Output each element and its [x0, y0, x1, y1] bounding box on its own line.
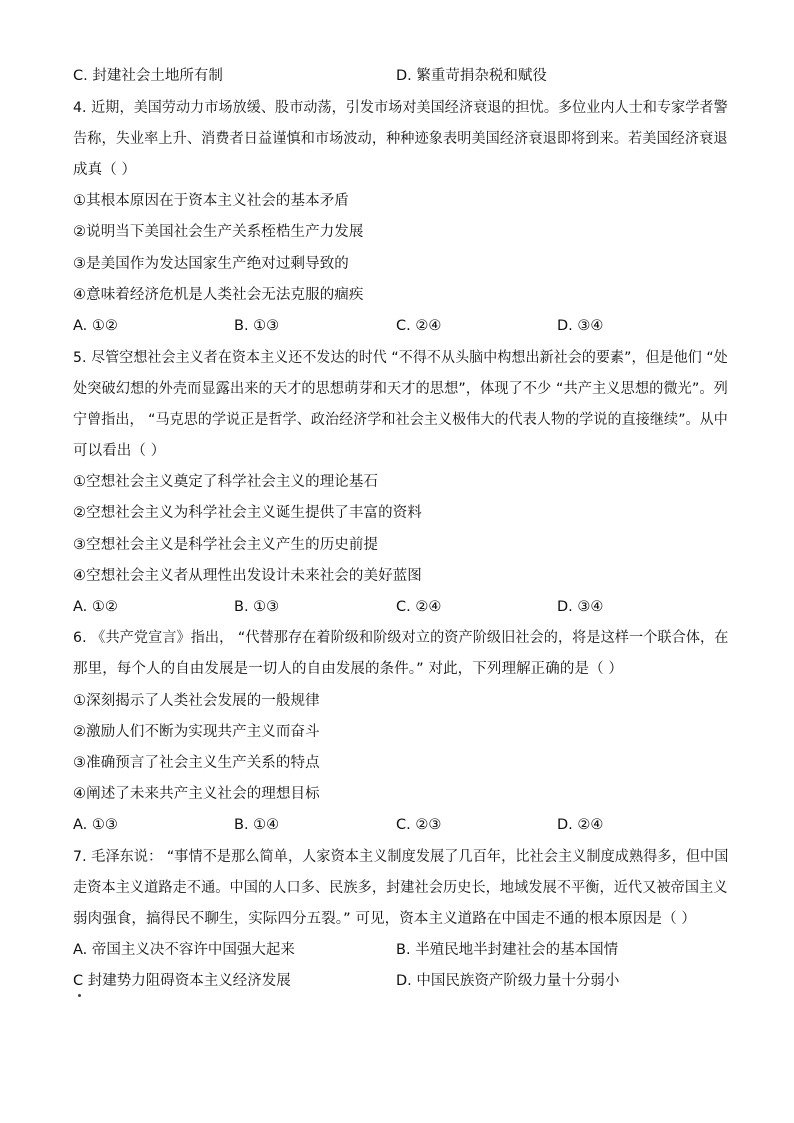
q7-option-d[interactable]: D. 中国民族资产阶级力量十分弱小	[396, 973, 620, 989]
q6-item: ①深刻揭示了人类社会发展的一般规律	[73, 693, 320, 709]
q6-option-b[interactable]: B. ①④	[234, 817, 280, 833]
q5-item: ④空想社会主义者从理性出发设计未来社会的美好蓝图	[73, 568, 422, 584]
q6-option-a[interactable]: A. ①③	[73, 817, 118, 833]
q4-item: ①其根本原因在于资本主义社会的基本矛盾	[73, 193, 349, 209]
q7-stem-line: 7. 毛泽东说： “事情不是那么简单，人家资本主义制度发展了几百年，比社会主义制度成熟得多，但中国	[73, 849, 729, 865]
stray-dot-mark	[78, 994, 81, 997]
q4-item: ②说明当下美国社会生产关系桎梏生产力发展	[73, 224, 364, 240]
q3-option-d[interactable]: D. 繁重苛捐杂税和赋役	[396, 68, 547, 84]
q5-item: ①空想社会主义奠定了科学社会主义的理论基石	[73, 474, 379, 490]
q6-stem-line: 那里，每个人的自由发展是一切人的自由发展的条件。” 对此，下列理解正确的是（ ）	[73, 661, 623, 677]
q4-option-d[interactable]: D. ③④	[557, 318, 604, 334]
q5-item: ②空想社会主义为科学社会主义诞生提供了丰富的资料	[73, 505, 422, 521]
q4-option-a[interactable]: A. ①②	[73, 318, 118, 334]
q5-option-d[interactable]: D. ③④	[557, 599, 604, 615]
q6-item: ②激励人们不断为实现共产主义而奋斗	[73, 724, 320, 740]
q6-option-c[interactable]: C. ②③	[396, 817, 442, 833]
q5-stem-line: 处突破幻想的外壳而显露出来的天才的思想萌芽和天才的思想”，体现了不少 “共产主义思想的微光”。列	[73, 381, 728, 397]
q7-stem-line: 弱肉强食，搞得民不聊生，实际四分五裂。” 可见，资本主义道路在中国走不通的根本原因是（ ）	[73, 911, 696, 927]
q4-option-b[interactable]: B. ①③	[234, 318, 280, 334]
q5-item: ③空想社会主义是科学社会主义产生的历史前提	[73, 537, 379, 553]
q4-item: ④意味着经济危机是人类社会无法克服的痼疾	[73, 287, 364, 303]
q4-option-c[interactable]: C. ②④	[396, 318, 442, 334]
q5-stem-line: 5. 尽管空想社会主义者在资本主义还不发达的时代 “不得不从头脑中构想出新社会的要素”，但是他们 “处	[73, 350, 728, 366]
q5-stem-line: 可以看出（ ）	[73, 443, 166, 459]
q4-stem-line: 4. 近期，美国劳动力市场放缓、股市动荡，引发市场对美国经济衰退的担忧。多位业内人士和专家学者警	[73, 100, 728, 116]
q4-stem-line: 成真（ ）	[73, 162, 137, 178]
q7-option-c[interactable]: C 封建势力阻碍资本主义经济发展	[73, 973, 291, 989]
q4-stem-line: 告称，失业率上升、消费者日益谨慎和市场波动，种种迹象表明美国经济衰退即将到来。若美国经济衰退	[73, 131, 728, 147]
q7-option-b[interactable]: B. 半殖民地半封建社会的基本国情	[396, 942, 619, 958]
q5-option-c[interactable]: C. ②④	[396, 599, 442, 615]
q4-item: ③是美国作为发达国家生产绝对过剩导致的	[73, 256, 349, 272]
q5-option-a[interactable]: A. ①②	[73, 599, 118, 615]
q7-stem-line: 走资本主义道路走不通。中国的人口多、民族多，封建社会历史长，地域发展不平衡，近代又被帝国主义	[73, 880, 728, 896]
q7-option-a[interactable]: A. 帝国主义决不容许中国强大起来	[73, 942, 295, 958]
q6-option-d[interactable]: D. ②④	[557, 817, 604, 833]
q6-item: ③准确预言了社会主义生产关系的特点	[73, 755, 320, 771]
q5-stem-line: 宁曾指出， “马克思的学说正是哲学、政治经济学和社会主义极伟大的代表人物的学说的直接继续”。从中	[73, 412, 728, 428]
q5-option-b[interactable]: B. ①③	[234, 599, 280, 615]
q6-item: ④阐述了未来共产主义社会的理想目标	[73, 786, 320, 802]
q3-option-c[interactable]: C. 封建社会土地所有制	[73, 68, 223, 84]
q6-stem-line: 6. 《共产党宣言》指出， “代替那存在着阶级和阶级对立的资产阶级旧社会的，将是这样一个联合体，在	[73, 630, 729, 646]
